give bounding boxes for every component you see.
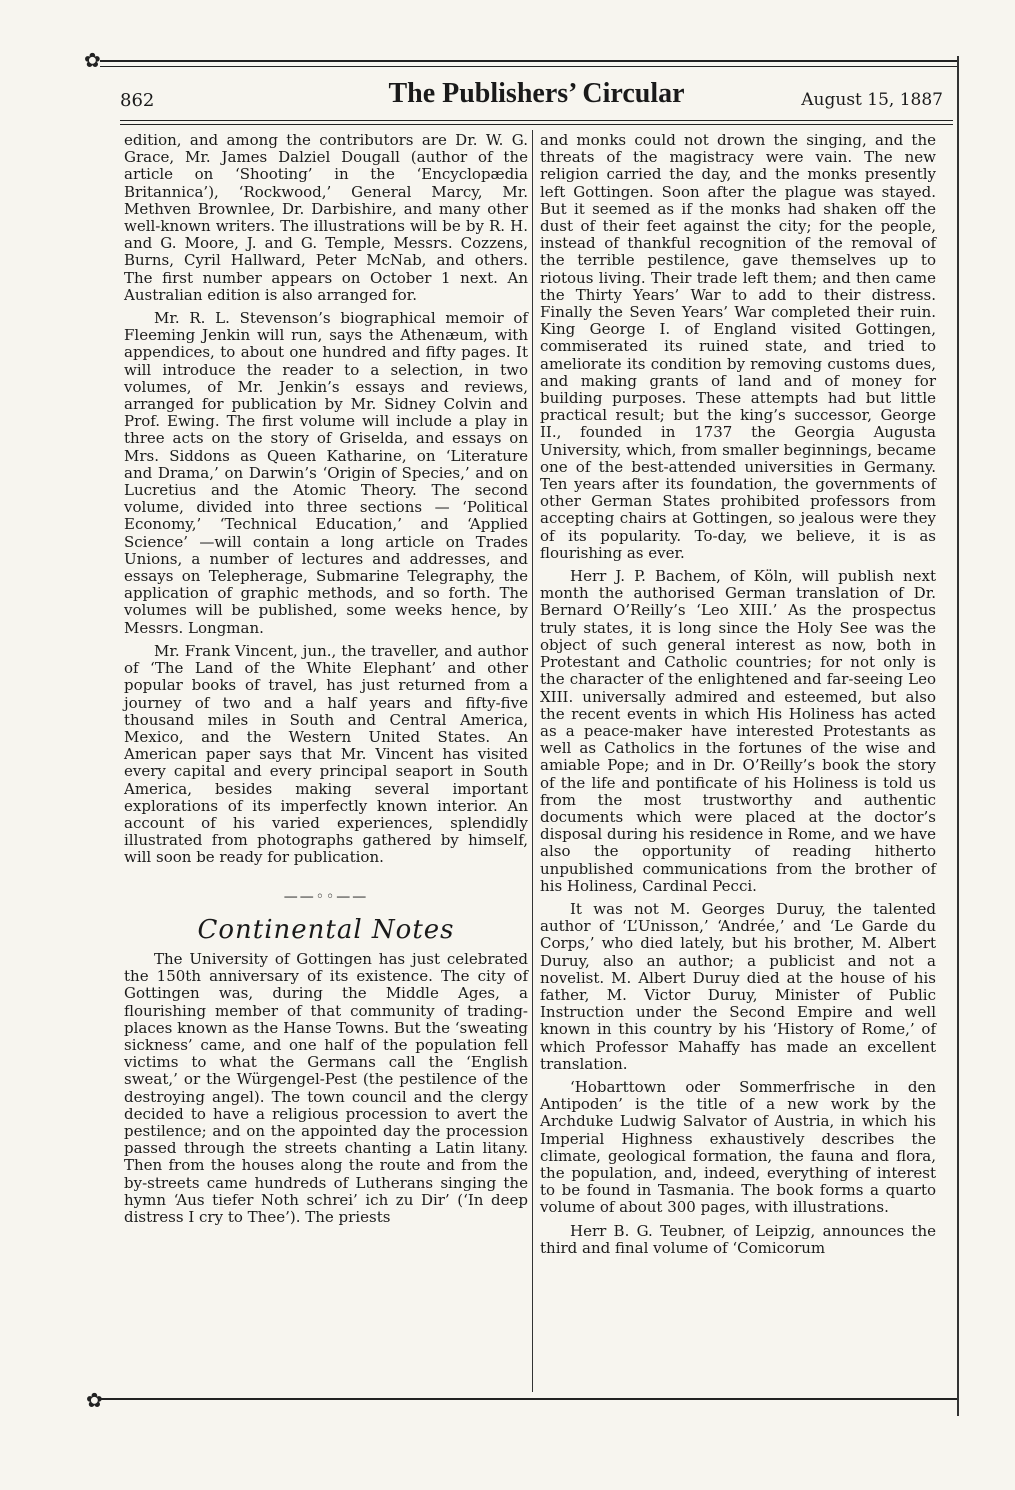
article-paragraph: Mr. R. L. Stevenson’s biographical memoir of Fleeming Jenkin will run, says the Athenæum, with appendices, to about one hundred and fifty pages. It will introduce the reader to a selection, in two volumes, of Mr. Jenkin’s essays and reviews, arranged for publication by Mr. Sidney Colvin and Prof. Ewing. The first volume will include a play in three acts on the story of Griselda, and essays on Mrs. Siddons as Queen Katharine, on ‘Literature and Drama,’ on Darwin’s ‘Origin of Species,’ and on Lucretius and the Atomic Theory. The second volume, divided into three sections — ‘Political Economy,’ ‘Technical Education,’ and ‘Applied Science’ —will contain a long article on Trades Unions, a number of lectures and addresses, and essays on Telepherage, Submarine Telegraphy, the application of graphic methods, and so forth. The volumes will be published, some weeks hence, by Messrs. Longman. [124,309,528,637]
article-paragraph: ‘Hobarttown oder Sommerfrische in den Antipoden’ is the title of a new work by the Archduke Ludwig Salvator of Austria, in which his Imperial Highness exhaustively describes the climate, geological formation, the fauna and flora, the population, and, indeed, everything of interest to be found in Tasmania. The book forms a quarto volume of about 300 pages, with illustrations. [540,1077,936,1217]
top-rule [100,60,957,62]
article-paragraph: It was not M. Georges Duruy, the talented author of ‘L’Unisson,’ ‘Andrée,’ and ‘Le Garde du Corps,’ who died lately, but his brother, M. Albert Duruy, also an author; a publicist and not a novelist. M. Albert Duruy died at the house of his father, M. Victor Duruy, Minister of Public Instruction under the Second Empire and well known in this country by his ‘History of Rome,’ of which Professor Mahaffy has made an excellent translation. [540,899,936,1073]
article-paragraph: The University of Gottingen has just celebrated the 150th anniversary of its existence. The city of Gottingen was, during the Middle Ages, a flourishing member of that community of trading-places known as the Hanse Towns. But the ‘sweating sickness’ came, and one half of the population fell victims to what the Germans call the ‘English sweat,’ or the Würgengel-Pest (the pestilence of the destroying angel). The town council and the clergy decided to have a religious procession to avert the pestilence; and on the appointed day the procession passed through the streets chanting a Latin litany. Then from the houses along the route and from the by-streets came hundreds of Lutherans singing the hymn ‘Aus tiefer Noth schrei’ ich zu Dir’ (‘In deep distress I cry to Thee’). The priests [124,949,528,1226]
header-rule [120,120,953,121]
page-number: 862 [120,90,155,111]
journal-title: The Publishers’ Circular [388,78,685,109]
top-rule-thin [100,66,957,67]
article-paragraph: edition, and among the contributors are Dr. W. G. Grace, Mr. James Dalziel Dougall (author of the article on ‘Shooting’ in the ‘Encyclopædia Britannica’), ‘Rockwood,’ General Marcy, Mr. Methven Brownlee, Dr. Darbishire, and many other well-known writers. The illustrations will be by R. H. and G. Moore, J. and G. Temple, Messrs. Cozzens, Burns, Cyril Hallward, Peter McNab, and others. The first number appears on October 1 next. An Australian edition is also arranged for. [124,131,528,304]
page-header [120,78,953,114]
section-heading: Continental Notes [197,914,455,945]
article-paragraph: Herr B. G. Teubner, of Leipzig, announces the third and final volume of ‘Comicorum [540,1221,936,1257]
header-rule-thin [120,124,953,125]
right-column [540,132,936,1257]
section-divider: ——◦◦—— [283,888,369,905]
article-paragraph: Mr. Frank Vincent, jun., the traveller, and author of ‘The Land of the White Elephant’ and other popular books of travel, has just returned from a journey of two and a half years and fifty-five thousand miles in South and Central America, Mexico, and the Western United States. An American paper says that Mr. Vincent has visited every capital and every principal seaport in South America, besides making several important explorations of its imperfectly known interior. An account of his varied experiences, splendidly illustrated from photographs gathered by himself, will soon be ready for publication. [124,641,528,867]
corner-ornament-icon: ✿ [84,48,101,72]
issue-date: August 15, 1887 [801,90,943,110]
right-border [957,56,959,1416]
left-column [124,132,528,1226]
article-paragraph: Herr J. P. Bachem, of Köln, will publish next month the authorised German translation of Dr. Bernard O’Reilly’s ‘Leo XIII.’ As the prospectus truly states, it is long since the Holy See was the object of such general interest as now, both in Protestant and Catholic countries; for not only is the character of the enlightened and far-seeing Leo XIII. universally admired and esteemed, but also the recent events in which His Holiness has acted as a peace-maker have interested Protestants as well as Catholics in the fortunes of the wise and amiable Pope; and in Dr. O’Reilly’s book the story of the life and pontificate of his Holiness is told us from the most trustworthy and authentic documents which were placed at the doctor’s disposal during his residence in Rome, and we have also the opportunity of reading hitherto unpublished communications from the brother of his Holiness, Cardinal Pecci. [540,567,936,895]
bottom-rule [100,1398,957,1400]
column-divider [532,130,533,1392]
corner-ornament-icon: ✿ [86,1388,103,1412]
article-paragraph: and monks could not drown the singing, and the threats of the magistracy were vain. The new religion carried the day, and the monks presently left Gottingen. Soon after the plague was stayed. But it seemed as if the monks had shaken off the dust of their feet against the city; for the people, instead of thankful recognition of the removal of the terrible pestilence, gave themselves up to riotous living. Their trade left them; and then came the Thirty Years’ War to add to their distress. Finally the Seven Years’ War completed their ruin. King George I. of England visited Gottingen, commiserated its ruined state, and tried to ameliorate its condition by removing customs dues, and making grants of land and of money for building purposes. These attempts had but little practical result; but the king’s successor, George II., founded in 1737 the Georgia Augusta University, which, from smaller beginnings, became one of the best-attended universities in Germany. Ten years after its foundation, the governments of other German States prohibited professors from accepting chairs at Gottingen, so jealous were they of its popularity. To-day, we believe, it is as flourishing as ever. [540,131,936,562]
